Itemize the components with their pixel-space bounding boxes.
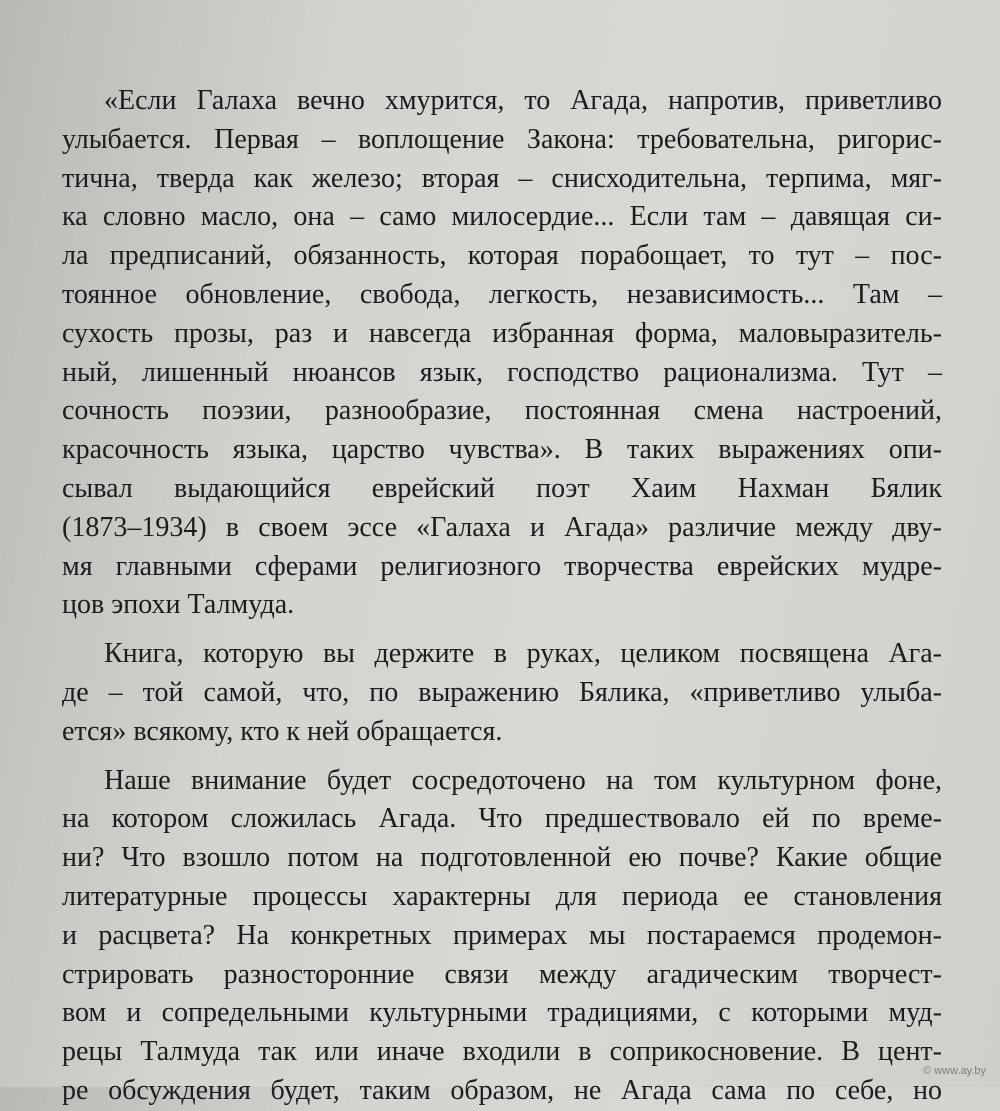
- text-line: стрировать разносторонние связи между агадическим творчест-: [62, 958, 942, 990]
- text-line: на котором сложилась Агада. Что предшествовало ей по време-: [62, 803, 942, 835]
- text-line: улыбается. Первая – воплощение Закона: требовательна, ригорис-: [62, 123, 942, 155]
- text-line: сочность поэзии, разнообразие, постоянная смена настроений,: [62, 395, 942, 427]
- text-line: ка словно масло, она – само милосердие... Если там – давящая си-: [62, 201, 942, 233]
- text-line: «Если Галаха вечно хмурится, то Агада, напротив, приветливо: [104, 85, 942, 116]
- text-line: тоянное обновление, свобода, легкость, независимость... Там –: [62, 278, 942, 310]
- paragraph-3: [62, 762, 942, 1111]
- paragraph-gap: [62, 625, 942, 635]
- paragraph-1: [62, 82, 942, 625]
- paragraph-2: [62, 635, 942, 751]
- text-line: Наше внимание будет сосредоточено на том культурном фоне,: [104, 764, 942, 796]
- text-line: ни? Что взошло потом на подготовленной ею почве? Какие общие: [62, 842, 942, 874]
- text-line: вом и сопредельными культурными традициями, с которыми муд-: [62, 997, 942, 1029]
- text-line: литературные процессы характерны для периода ее становления: [62, 880, 942, 912]
- text-line: мя главными сферами религиозного творчества еврейских мудре-: [62, 550, 942, 582]
- text-line: рецы Талмуда так или иначе входили в соприкосновение. В цент-: [62, 1036, 942, 1068]
- text-line: красочность языка, царство чувства». В таких выражениях опи-: [62, 434, 942, 466]
- text-line: цов эпохи Талмуда.: [62, 589, 295, 621]
- text-line: сывал выдающийся еврейский поэт Хаим Нахман Бялик: [62, 472, 942, 504]
- text-line: и расцвета? На конкретных примерах мы постараемся продемон-: [62, 919, 942, 951]
- text-line: тична, тверда как железо; вторая – снисходительна, терпима, мяг-: [62, 162, 942, 194]
- text-line: ла предписаний, обязанность, которая порабощает, то тут – пос-: [62, 240, 942, 272]
- page-text: [62, 82, 942, 1111]
- paragraph-gap: [62, 752, 942, 762]
- text-line: (1873–1934) в своем эссе «Галаха и Агада» различие между дву-: [62, 511, 942, 543]
- text-line: ется» всякому, кто к ней обращается.: [62, 715, 503, 747]
- text-line: Книга, которую вы держите в руках, целиком посвящена Ага-: [104, 638, 942, 670]
- text-line: ре обсуждения будет, таким образом, не Агада сама по себе, но: [62, 1074, 942, 1106]
- text-line: ный, лишенный нюансов язык, господство рационализма. Тут –: [62, 356, 942, 388]
- text-line: сухость прозы, раз и навсегда избранная форма, маловыразитель-: [62, 317, 942, 349]
- text-line: де – той самой, что, по выражению Бялика, «приветливо улыба-: [62, 676, 942, 708]
- watermark: © www.ay.by: [923, 1065, 986, 1077]
